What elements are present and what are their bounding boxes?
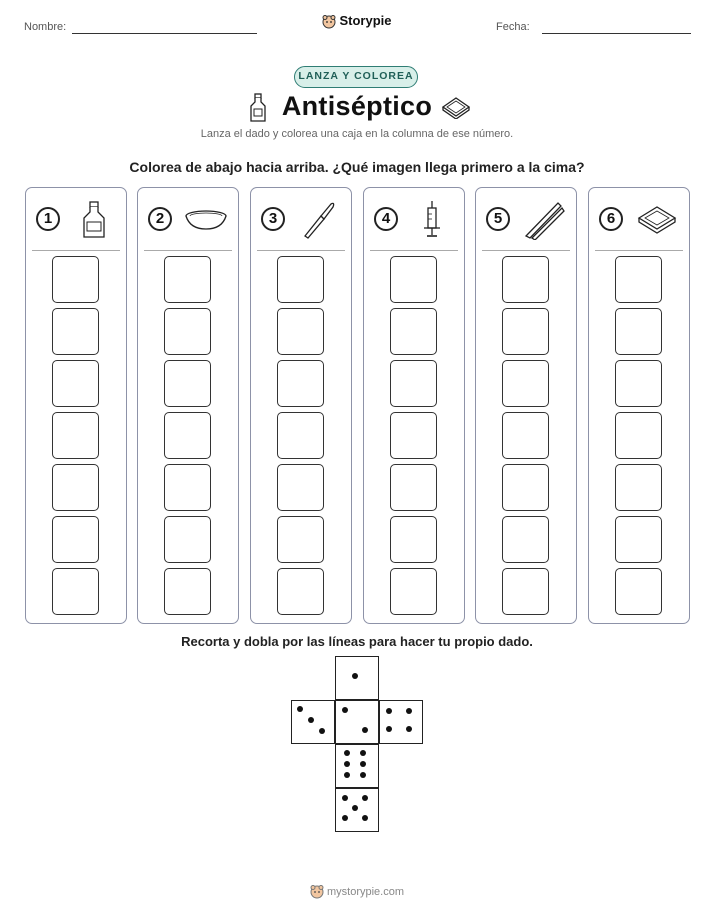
die-face-3 [291,700,335,744]
page-title: Antiséptico [281,91,433,121]
activity-badge: LANZA Y COLOREA [294,66,418,88]
color-box[interactable] [164,360,211,407]
pip [362,727,368,733]
wipe-pack-icon [635,200,679,240]
pip [352,673,358,679]
color-box[interactable] [390,464,437,511]
color-box[interactable] [502,516,549,563]
pip [342,795,348,801]
column-divider [257,250,345,251]
color-box[interactable] [390,360,437,407]
color-box[interactable] [277,516,324,563]
bowl-icon [184,200,228,240]
pip [352,805,358,811]
column-1 [25,187,127,624]
column-number: 4 [374,207,398,231]
page-subtitle: Lanza el dado y colorea una caja en la columna de ese número. [200,128,514,140]
name-label: Nombre: [24,21,67,33]
column-number: 2 [148,207,172,231]
column-divider [32,250,120,251]
color-box[interactable] [277,308,324,355]
pip [344,750,350,756]
pip [406,726,412,732]
column-number: 5 [486,207,510,231]
pip [308,717,314,723]
column-number: 3 [261,207,285,231]
column-divider [370,250,458,251]
column-divider [482,250,570,251]
color-box[interactable] [615,308,662,355]
pip [362,815,368,821]
name-line [72,33,257,34]
color-box[interactable] [615,412,662,459]
color-box[interactable] [52,516,99,563]
color-box[interactable] [615,464,662,511]
die-face-6 [335,744,379,788]
column-6 [588,187,690,624]
date-line [542,33,691,34]
color-box[interactable] [615,516,662,563]
color-box[interactable] [164,256,211,303]
color-box[interactable] [164,516,211,563]
pip [342,815,348,821]
color-box[interactable] [502,256,549,303]
color-box[interactable] [277,256,324,303]
date-label: Fecha: [496,21,530,33]
color-box[interactable] [164,412,211,459]
color-box[interactable] [277,360,324,407]
column-2 [137,187,239,624]
pip [360,761,366,767]
storypie-mascot-icon [322,15,336,29]
storypie-mascot-icon [310,885,324,899]
die-face-2 [335,700,379,744]
pip [386,726,392,732]
scalpel-icon [297,200,341,240]
brand-logo [0,13,714,29]
brand-name: Storypie [339,13,392,28]
pip [386,708,392,714]
syringe-icon [410,200,454,240]
color-box[interactable] [390,568,437,615]
footer-url[interactable]: mystorypie.com [326,885,405,898]
pip [344,772,350,778]
pip [406,708,412,714]
tweezers-icon [522,200,566,240]
color-box[interactable] [502,464,549,511]
color-box[interactable] [502,360,549,407]
pip [360,750,366,756]
color-box[interactable] [277,412,324,459]
color-box[interactable] [502,412,549,459]
column-3 [250,187,352,624]
color-box[interactable] [277,568,324,615]
column-number: 1 [36,207,60,231]
column-divider [595,250,683,251]
pip [297,706,303,712]
column-5 [475,187,577,624]
footer [0,885,714,899]
pip [344,761,350,767]
die-face-1 [335,656,379,700]
column-divider [144,250,232,251]
title-wipe-pack-icon [440,95,472,119]
color-box[interactable] [502,308,549,355]
color-box[interactable] [502,568,549,615]
die-instruction: Recorta y dobla por las líneas para hacer tu propio dado. [181,634,533,649]
color-box[interactable] [164,308,211,355]
color-box[interactable] [52,568,99,615]
pip [362,795,368,801]
bottle-icon [72,200,116,240]
color-box[interactable] [52,256,99,303]
color-box[interactable] [390,308,437,355]
color-box[interactable] [390,256,437,303]
pip [360,772,366,778]
color-box[interactable] [52,412,99,459]
color-box[interactable] [615,360,662,407]
color-box[interactable] [615,568,662,615]
die-face-5 [335,788,379,832]
color-box[interactable] [52,308,99,355]
pip [319,728,325,734]
color-box[interactable] [390,412,437,459]
color-box[interactable] [277,464,324,511]
color-box[interactable] [615,256,662,303]
column-number: 6 [599,207,623,231]
column-4 [363,187,465,624]
pip [342,707,348,713]
die-face-4 [379,700,423,744]
color-box[interactable] [52,464,99,511]
color-box[interactable] [390,516,437,563]
color-box[interactable] [164,568,211,615]
color-box[interactable] [52,360,99,407]
color-box[interactable] [164,464,211,511]
race-instruction: Colorea de abajo hacia arriba. ¿Qué imagen llega primero a la cima? [129,159,585,175]
